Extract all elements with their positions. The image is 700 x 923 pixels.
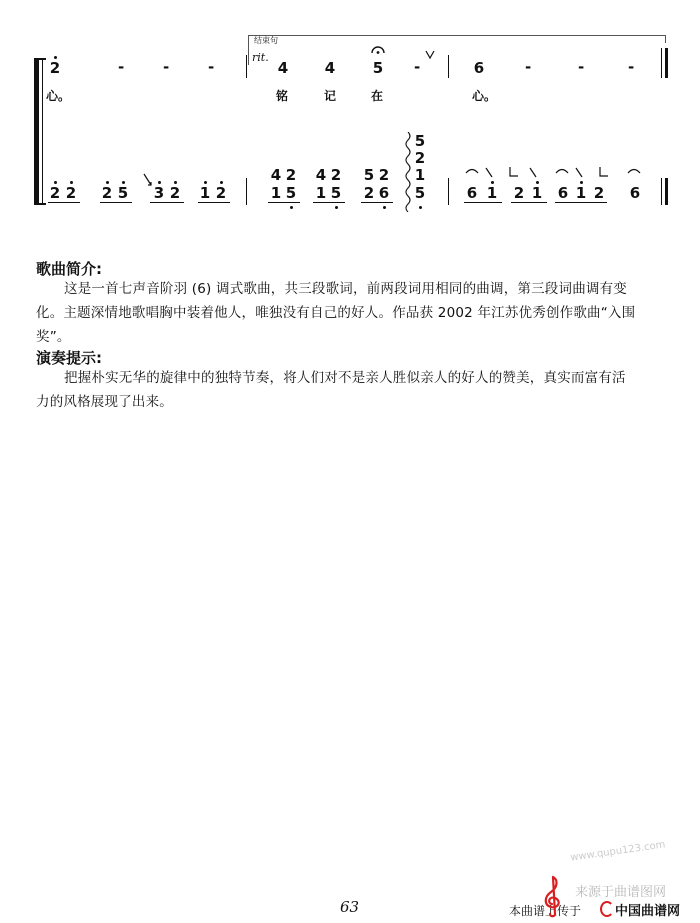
- final-barline-thin: [661, 48, 662, 78]
- bracket-line: [42, 60, 43, 205]
- barline: [246, 55, 247, 78]
- barline: [246, 178, 247, 205]
- site-name-accent: [600, 901, 614, 917]
- octave-dot: [54, 56, 57, 59]
- accomp-note: 2: [65, 184, 77, 202]
- watermark-url: www.qupu123.com: [569, 839, 667, 864]
- octave-dot: [106, 181, 109, 184]
- accomp-note: 2: [49, 184, 61, 202]
- tips-line: 力的风格展现了出来。: [36, 394, 173, 410]
- beam-line: [268, 202, 300, 203]
- intro-heading: 歌曲简介:: [36, 260, 102, 278]
- beam-line: [100, 202, 132, 203]
- accomp-note: 6: [629, 184, 641, 202]
- beam-line: [464, 202, 502, 203]
- music-score: [0, 0, 700, 230]
- phrase-label: 结束句: [254, 36, 278, 45]
- system-bracket: [34, 60, 39, 205]
- voice-note: 6: [473, 59, 485, 77]
- sustain-dash: -: [163, 58, 170, 76]
- low-octave-dot: [419, 206, 422, 209]
- upload-text: 本曲谱上传于: [509, 904, 582, 918]
- sustain-dash: -: [525, 58, 532, 76]
- lyric: 记: [324, 89, 337, 103]
- voice-note: 2: [49, 59, 61, 77]
- octave-dot: [54, 181, 57, 184]
- sustain-dash: -: [628, 58, 635, 76]
- accomp-note: 2: [169, 184, 181, 202]
- accomp-note-lower: 5: [330, 184, 342, 202]
- octave-dot: [580, 181, 583, 184]
- accomp-note: 2: [101, 184, 113, 202]
- arpeggio-icon: [404, 132, 412, 212]
- voice-note: 4: [324, 59, 336, 77]
- low-octave-dot: [335, 206, 338, 209]
- octave-dot: [174, 181, 177, 184]
- accomp-note: 1: [575, 184, 587, 202]
- intro-line: 奖”。: [36, 329, 71, 345]
- accomp-note-upper: 5: [363, 166, 375, 184]
- bracket-bottom-hook: [34, 203, 46, 205]
- beam-line: [150, 202, 184, 203]
- phrase-label-box-right: [665, 35, 666, 43]
- accomp-note-lower: 6: [378, 184, 390, 202]
- final-barline-thin: [661, 178, 662, 205]
- final-barline-thick: [665, 48, 668, 78]
- chord-note: 5: [414, 184, 426, 202]
- beam-line: [511, 202, 547, 203]
- accomp-note: 2: [513, 184, 525, 202]
- lyric: 在: [371, 89, 384, 103]
- low-octave-dot: [383, 206, 386, 209]
- beam-line: [313, 202, 345, 203]
- beam-line: [361, 202, 393, 203]
- octave-dot: [536, 181, 539, 184]
- bracket-top-hook: [34, 58, 46, 60]
- accomp-note: 2: [593, 184, 605, 202]
- beam-line: [555, 202, 607, 203]
- accomp-note-lower: 2: [363, 184, 375, 202]
- sustain-dash: -: [414, 58, 421, 76]
- sustain-dash: -: [578, 58, 585, 76]
- barline: [448, 55, 449, 78]
- site-name: 中国曲谱网: [615, 904, 681, 919]
- sustain-dash: -: [208, 58, 215, 76]
- final-barline-thick: [665, 178, 668, 205]
- octave-dot: [204, 181, 207, 184]
- accomp-note-lower: 1: [315, 184, 327, 202]
- accomp-note-upper: 2: [285, 166, 297, 184]
- barline: [448, 178, 449, 205]
- accomp-note: 1: [199, 184, 211, 202]
- treble-clef-logo-icon: [538, 873, 568, 918]
- breath-mark-icon: [425, 50, 435, 60]
- accomp-note-lower: 1: [270, 184, 282, 202]
- lyric: 心。: [46, 89, 71, 103]
- chord-note: 1: [414, 166, 426, 184]
- low-octave-dot: [290, 206, 293, 209]
- accomp-note: 1: [531, 184, 543, 202]
- accomp-note: 2: [215, 184, 227, 202]
- accomp-note-lower: 5: [285, 184, 297, 202]
- voice-note: 4: [277, 59, 289, 77]
- beam-line: [48, 202, 80, 203]
- accomp-note-upper: 2: [378, 166, 390, 184]
- accomp-note-upper: 4: [315, 166, 327, 184]
- beam-line: [198, 202, 230, 203]
- fermata-icon: [370, 43, 386, 55]
- accomp-note: 3: [153, 184, 165, 202]
- octave-dot: [122, 181, 125, 184]
- accomp-note-upper: 2: [330, 166, 342, 184]
- octave-dot: [220, 181, 223, 184]
- octave-dot: [70, 181, 73, 184]
- octave-dot: [491, 181, 494, 184]
- tips-heading: 演奏提示:: [36, 349, 102, 367]
- lyric: 铭: [276, 89, 289, 103]
- chord-note: 2: [414, 149, 426, 167]
- page-number: 63: [340, 898, 360, 916]
- octave-dot: [158, 181, 161, 184]
- chord-note: 5: [414, 132, 426, 150]
- tempo-mark: rit.: [252, 51, 269, 64]
- watermark-source: 来源于曲谱图网: [575, 885, 667, 900]
- lyric: 心。: [472, 89, 497, 103]
- articulation-marks-icon: [462, 165, 662, 179]
- intro-line: 这是一首七声音阶羽 (6) 调式歌曲，共三段歌词，前两段词用相同的曲调，第三段词曲调有变: [64, 281, 628, 297]
- phrase-label-box: [248, 35, 666, 36]
- accomp-note: 6: [466, 184, 478, 202]
- phrase-label-box-left: [248, 35, 249, 65]
- accomp-note-upper: 4: [270, 166, 282, 184]
- voice-note: 5: [372, 59, 384, 77]
- sustain-dash: -: [118, 58, 125, 76]
- tips-line: 把握朴实无华的旋律中的独特节奏，将人们对不是亲人胜似亲人的好人的赞美，真实而富有活: [64, 370, 626, 386]
- accomp-note: 5: [117, 184, 129, 202]
- intro-line: 化。主题深情地歌唱胸中装着他人，唯独没有自己的好人。作品获 2002 年江苏优秀创作歌曲“入围: [36, 305, 636, 321]
- accomp-note: 6: [557, 184, 569, 202]
- accomp-note: 1: [486, 184, 498, 202]
